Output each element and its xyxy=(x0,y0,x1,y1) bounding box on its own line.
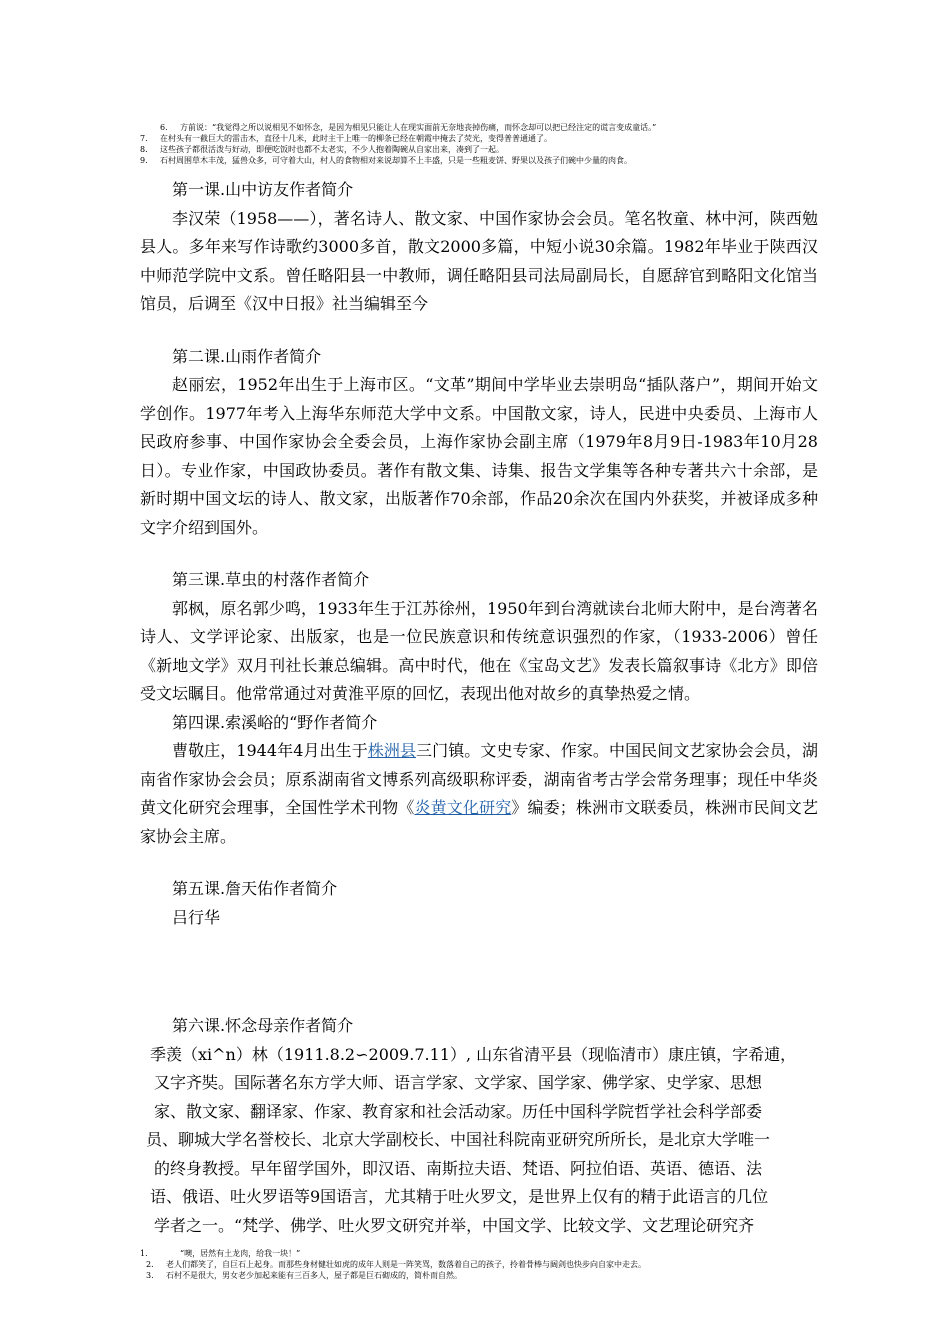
footnote-number: 6. xyxy=(160,123,168,132)
section-heading-5: 第五课.詹天佑作者简介 xyxy=(172,879,338,898)
footnote-text: 在村头有一截巨大的雷击木，直径十几米，此时主干上唯一的柳条已经在朝霞中掩去了荧光，变得普普通通了。 xyxy=(160,134,552,143)
section-heading-3: 第三课.草虫的村落作者简介 xyxy=(172,570,370,589)
footnotes-top xyxy=(140,122,830,166)
section-6-line: 的终身教授。早年留学国外，即汉语、南斯拉夫语、梵语、阿拉伯语、英语、德语、法 xyxy=(154,1158,763,1178)
section-6 xyxy=(140,1012,818,1240)
footnote-text: 方前说：“我觉得之所以说相见不如怀念，是因为相见只能让人在现实面前无奈地丧掉伤痛，而怀念却可以把已经注定的谎言变成童话。” xyxy=(180,123,657,132)
footnotes-bottom xyxy=(140,1248,830,1281)
section-6-line: 又字齐奘。国际著名东方学大师、语言学家、文学家、国学家、佛学家、史学家、思想 xyxy=(154,1073,763,1092)
footnote xyxy=(140,122,830,133)
section-6-line: 季羡（xi^n）林（1911.8.2∽2009.7.11）, 山东省清平县（现临清市）康庄镇，字希逋， xyxy=(150,1044,797,1064)
footnote-number: 2. xyxy=(146,1260,154,1269)
section-body-5: 吕行华 xyxy=(172,907,221,927)
footnote-number: 9. xyxy=(140,156,148,165)
footnote-number: 8. xyxy=(140,145,148,154)
section-6-line: 员、聊城大学名誉校长、北京大学副校长、中国社科院南亚研究所所长，是北京大学唯一 xyxy=(146,1130,771,1149)
footnote xyxy=(140,1248,830,1259)
body-text: 曹敬庄，1944年4月出生于 xyxy=(172,741,368,760)
body-text: 》编委；株洲市文联委员，株洲市民间文艺家协会主席。 xyxy=(140,798,818,846)
document-body xyxy=(140,176,818,932)
section-body-4 xyxy=(140,737,818,851)
footnote-number: 3. xyxy=(146,1271,154,1280)
footnote-text: 石村周围草木丰茂，猛兽众多，可守着大山，村人的食物相对来说却算不上丰盛，只是一些粗麦饼、野果以及孩子们碗中少量的肉食。 xyxy=(160,156,632,165)
footnote xyxy=(140,155,830,166)
section-body-1: 李汉荣（1958——），著名诗人、散文家、中国作家协会会员。笔名牧童、林中河，陕西勉县人。多年来写作诗歌约3000多首，散文2000多篇，中短小说30余篇。1982年毕业于陕西汉中师范学院中文系。曾任略阳县一中教师，调任略阳县司法局副局长，自愿辞官到略阳文化馆当馆员，后调至《汉中日报》社当编辑至今 xyxy=(140,208,818,313)
section-heading-1: 第一课.山中访友作者简介 xyxy=(172,180,354,199)
section-body-2: 赵丽宏，1952年出生于上海市区。“文革”期间中学毕业去崇明岛“插队落户”，期间开始文学创作。1977年考入上海华东师范大学中文系。中国散文家，诗人，民进中央委员、上海市人民政府参事、中国作家协会全委会员，上海作家协会副主席（1979年8月9日-1983年10月28日）。专业作家，中国政协委员。著作有散文集、诗集、报告文学集等各种专著共六十余部，是新时期中国文坛的诗人、散文家，出版著作70余部，作品20余次在国内外获奖，并被译成多种文字介绍到国外。 xyxy=(140,375,818,537)
footnote xyxy=(140,133,830,144)
section-body-3: 郭枫，原名郭少鸣，1933年生于江苏徐州，1950年到台湾就读台北师大附中，是台湾著名诗人、文学评论家、出版家，也是一位民族意识和传统意识强烈的作家，（1933-2006）曾任《新地文学》双月刊社长兼总编辑。高中时代，他在《宝岛文艺》发表长篇叙事诗《北方》即倍受文坛瞩目。他常常通过对黄淮平原的回忆，表现出他对故乡的真挚热爱之情。 xyxy=(140,598,818,703)
section-6-line: 语、俄语、吐火罗语等9国语言，尤其精于吐火罗文，是世界上仅有的精于此语言的几位 xyxy=(150,1187,769,1206)
footnote-text: 石村不是很大，男女老少加起来能有三百多人，屋子都是巨石砌成的，简朴而自然。 xyxy=(166,1271,462,1280)
footnote xyxy=(140,144,830,155)
section-6-line: 学者之一。“梵学、佛学、吐火罗文研究并举，中国文学、比较文学、文艺理论研究齐 xyxy=(154,1215,755,1235)
footnote-text: 这些孩子都很活泼与好动，即便吃饭时也都不太老实，不少人抱着陶碗从自家出来，凑到了一起。 xyxy=(160,145,504,154)
body-text: 三门镇。文史专家、作家。中国民间文艺家协会会员，湖南省作家协会会员；原系湖南省文博系列高级职称评委，湖南省考古学会常务理事；现任中华炎黄文化研究会理事，全国性学术刊物《 xyxy=(140,741,818,817)
link-yanhuang-research[interactable]: 炎黄文化研究 xyxy=(414,798,512,817)
footnote xyxy=(140,1270,830,1281)
footnote xyxy=(140,1259,830,1270)
footnote-number: 7. xyxy=(140,134,148,143)
section-heading-2: 第二课.山雨作者简介 xyxy=(172,346,322,366)
section-heading-4: 第四课.索溪峪的“野作者简介 xyxy=(172,712,378,732)
section-heading-6: 第六课.怀念母亲作者简介 xyxy=(172,1016,354,1035)
link-zhuzhou-county[interactable]: 株洲县 xyxy=(367,741,417,760)
footnote-number: 1. xyxy=(140,1249,148,1258)
section-6-line: 家、散文家、翻译家、作家、教育家和社会活动家。历任中国科学院哲学社会科学部委 xyxy=(154,1101,763,1121)
footnote-text: “噢，居然有土龙肉，给我一块！” xyxy=(180,1249,301,1258)
footnote-text: 老人们都笑了，自巨石上起身。而那些身材健壮如虎的成年人则是一阵笑骂，数落着自己的孩子，拎着骨棒与阔剑也快步向自家中走去。 xyxy=(166,1260,646,1269)
